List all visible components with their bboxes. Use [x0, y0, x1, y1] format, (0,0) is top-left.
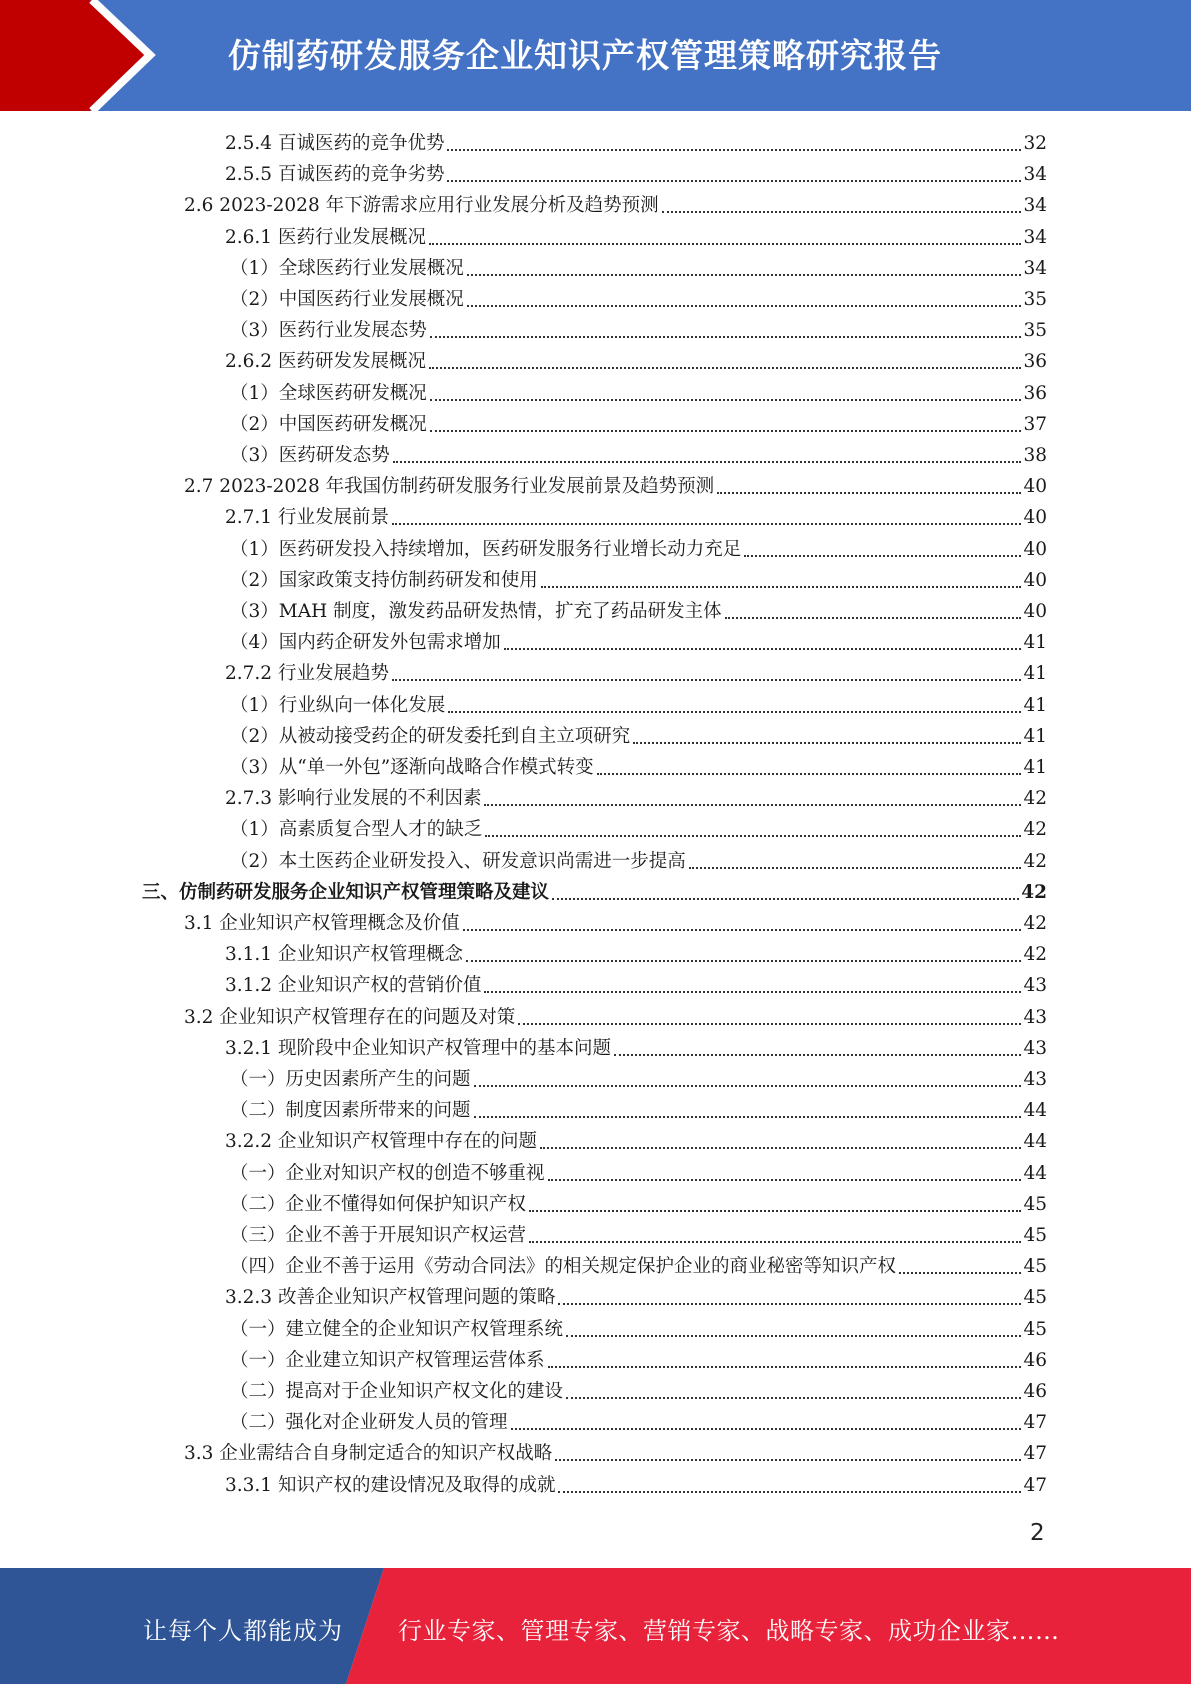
- toc-entry[interactable]: [230, 1156, 1047, 1187]
- toc-entry-page: 43: [1023, 1069, 1047, 1090]
- toc-entry[interactable]: [225, 937, 1047, 968]
- toc-entry-page: 42: [1023, 819, 1047, 841]
- toc-entry[interactable]: [230, 844, 1047, 875]
- toc-leader-dots: [597, 773, 1022, 775]
- toc-entry[interactable]: [184, 1436, 1047, 1467]
- toc-entry[interactable]: [230, 1249, 1047, 1280]
- toc-leader-dots: [430, 399, 1022, 401]
- toc-entry-title: （四）企业不善于运用《劳动合同法》的相关规定保护企业的商业秘密等知识产权: [230, 1256, 897, 1278]
- toc-entry[interactable]: [225, 781, 1047, 812]
- toc-leader-dots: [484, 804, 1021, 806]
- toc-entry-title: 3.1 企业知识产权管理概念及价值: [184, 913, 460, 934]
- toc-entry-page: 42: [1023, 944, 1047, 966]
- toc-entry[interactable]: [230, 438, 1047, 469]
- toc-entry-page: 41: [1023, 663, 1047, 685]
- toc-entry-title: （一）历史因素所产生的问题: [230, 1069, 471, 1090]
- toc-entry-page: 41: [1023, 757, 1047, 778]
- toc-leader-dots: [541, 586, 1022, 588]
- toc-entry[interactable]: [225, 1124, 1047, 1155]
- toc-entry-page: 44: [1023, 1131, 1047, 1153]
- toc-entry-page: 47: [1023, 1474, 1047, 1496]
- page-header: [0, 0, 1191, 111]
- toc-entry-page: 40: [1023, 538, 1047, 560]
- toc-entry-title: （3）从“单一外包”逐渐向战略合作模式转变: [230, 757, 594, 778]
- toc-entry-page: 44: [1023, 1100, 1047, 1122]
- toc-entry-title: 2.5.5 百诚医药的竞争劣势: [225, 164, 445, 186]
- toc-entry-title: （三）企业不善于开展知识产权运营: [230, 1225, 527, 1246]
- toc-entry-title: （2）国家政策支持仿制药研发和使用: [230, 569, 538, 591]
- toc-entry-title: （二）强化对企业研发人员的管理: [230, 1412, 508, 1434]
- toc-leader-dots: [392, 523, 1021, 525]
- toc-entry-page: 40: [1023, 507, 1047, 529]
- toc-entry-page: 43: [1023, 975, 1047, 997]
- toc-entry[interactable]: [230, 313, 1047, 344]
- toc-entry-page: 40: [1023, 476, 1047, 498]
- toc-entry[interactable]: [230, 1405, 1047, 1436]
- toc-entry[interactable]: [225, 157, 1047, 188]
- toc-entry-page: 40: [1023, 601, 1047, 622]
- toc-entry-title: （1）全球医药行业发展概况: [230, 257, 464, 279]
- toc-entry-title: （2）中国医药研发概况: [230, 413, 427, 435]
- toc-entry[interactable]: [184, 906, 1047, 937]
- footer-slogan-left: 让每个人都能成为: [143, 1617, 343, 1645]
- toc-entry[interactable]: [230, 251, 1047, 282]
- toc-entry-page: 34: [1023, 257, 1047, 279]
- toc-entry-title: （3）MAH 制度，激发药品研发热情，扩充了药品研发主体: [230, 601, 722, 622]
- toc-entry-title: 2.7.3 影响行业发展的不利因素: [225, 788, 482, 810]
- toc-entry-page: 36: [1023, 351, 1047, 373]
- toc-leader-dots: [566, 1335, 1021, 1337]
- toc-leader-dots: [717, 492, 1021, 494]
- toc-entry-title: 2.6.1 医药行业发展概况: [225, 226, 426, 248]
- toc-entry-title: 2.6 2023-2028 年下游需求应用行业发展分析及趋势预测: [184, 195, 659, 217]
- toc-entry-page: 42: [1023, 913, 1047, 934]
- toc-entry[interactable]: [225, 1280, 1047, 1311]
- toc-entry-title: （4）国内药企研发外包需求增加: [230, 632, 501, 654]
- toc-entry-title: （二）企业不懂得如何保护知识产权: [230, 1193, 527, 1215]
- toc-entry-title: 3.2 企业知识产权管理存在的问题及对策: [184, 1006, 516, 1028]
- toc-leader-dots: [725, 617, 1022, 619]
- toc-entry[interactable]: [230, 532, 1047, 563]
- toc-leader-dots: [518, 1023, 1021, 1025]
- toc-leader-dots: [899, 1272, 1021, 1274]
- toc-entry-title: 3.3 企业需结合自身制定适合的知识产权战略: [184, 1443, 553, 1465]
- toc-entry-page: 40: [1023, 569, 1047, 591]
- toc-entry-page: 42: [1021, 881, 1047, 903]
- toc-entry-page: 45: [1023, 1318, 1047, 1340]
- toc-entry-page: 41: [1023, 632, 1047, 654]
- toc-entry[interactable]: [230, 812, 1047, 843]
- toc-entry[interactable]: [230, 688, 1047, 719]
- toc-entry-title: （一）企业对知识产权的创造不够重视: [230, 1162, 545, 1184]
- toc-entry[interactable]: [230, 1062, 1047, 1093]
- toc-leader-dots: [744, 555, 1021, 557]
- toc-leader-dots: [429, 243, 1021, 245]
- toc-entry[interactable]: [230, 594, 1047, 625]
- toc-leader-dots: [466, 960, 1021, 962]
- toc-leader-dots: [430, 430, 1022, 432]
- toc-entry-title: 2.7.2 行业发展趋势: [225, 663, 389, 685]
- toc-entry[interactable]: [225, 220, 1047, 251]
- toc-entry-title: 2.6.2 医药研发发展概况: [225, 351, 426, 373]
- toc-entry-title: （1）高素质复合型人才的缺乏: [230, 819, 483, 841]
- toc-entry-title: 三、仿制药研发服务企业知识产权管理策略及建议: [142, 881, 550, 903]
- toc-entry-page: 42: [1023, 850, 1047, 872]
- toc-entry-page: 43: [1023, 1006, 1047, 1028]
- page-number: 2: [1030, 1520, 1045, 1546]
- toc-entry-page: 34: [1023, 164, 1047, 186]
- toc-entry[interactable]: [230, 407, 1047, 438]
- toc-entry-title: 2.7.1 行业发展前景: [225, 507, 389, 529]
- toc-entry[interactable]: [230, 376, 1047, 407]
- toc-entry-title: （一）企业建立知识产权管理运营体系: [230, 1349, 545, 1371]
- toc-entry-title: （3）医药研发态势: [230, 445, 390, 466]
- toc-entry-title: （2）本土医药企业研发投入、研发意识尚需进一步提高: [230, 850, 686, 872]
- toc-entry[interactable]: [225, 500, 1047, 531]
- toc-leader-dots: [474, 1116, 1022, 1118]
- toc-entry[interactable]: [142, 875, 1047, 906]
- toc-entry-title: 3.1.2 企业知识产权的营销价值: [225, 975, 482, 997]
- toc-entry-title: （3）医药行业发展态势: [230, 320, 427, 342]
- toc-leader-dots: [448, 711, 1021, 713]
- toc-entry[interactable]: [230, 282, 1047, 313]
- toc-entry-title: 3.1.1 企业知识产权管理概念: [225, 944, 463, 966]
- page-footer: [0, 1568, 1191, 1684]
- toc-entry-page: 45: [1023, 1256, 1047, 1278]
- toc-leader-dots: [552, 898, 1019, 900]
- toc-entry-page: 45: [1023, 1225, 1047, 1246]
- toc-entry-page: 37: [1023, 413, 1047, 435]
- toc-leader-dots: [393, 461, 1022, 463]
- toc-entry[interactable]: [184, 188, 1047, 219]
- toc-entry-title: 3.2.2 企业知识产权管理中存在的问题: [225, 1131, 537, 1153]
- toc-entry-page: 38: [1023, 445, 1047, 466]
- toc-entry-page: 47: [1023, 1412, 1047, 1434]
- toc-leader-dots: [614, 1054, 1021, 1056]
- toc-leader-dots: [504, 648, 1022, 650]
- toc-leader-dots: [540, 1147, 1021, 1149]
- footer-slogan-right: 行业专家、管理专家、营销专家、战略专家、成功企业家……: [398, 1617, 1060, 1645]
- toc-entry-page: 45: [1023, 1193, 1047, 1215]
- toc-leader-dots: [447, 149, 1021, 151]
- toc-entry-page: 35: [1023, 289, 1047, 310]
- toc-entry-page: 46: [1023, 1381, 1047, 1402]
- toc-entry-title: （一）建立健全的企业知识产权管理系统: [230, 1318, 564, 1340]
- toc-leader-dots: [392, 679, 1021, 681]
- toc-entry-title: 2.7 2023-2028 年我国仿制药研发服务行业发展前景及趋势预测: [184, 476, 715, 498]
- toc-entry[interactable]: [225, 344, 1047, 375]
- toc-leader-dots: [662, 211, 1022, 213]
- toc-leader-dots: [558, 1491, 1021, 1493]
- toc-entry[interactable]: [230, 563, 1047, 594]
- toc-entry[interactable]: [230, 1343, 1047, 1374]
- toc-leader-dots: [566, 1397, 1021, 1399]
- toc-entry[interactable]: [230, 1312, 1047, 1343]
- toc-entry[interactable]: [225, 126, 1047, 157]
- toc-entry-title: 3.3.1 知识产权的建设情况及取得的成就: [225, 1474, 556, 1496]
- toc-entry[interactable]: [230, 1218, 1047, 1249]
- toc-entry[interactable]: [230, 1374, 1047, 1405]
- toc-entry-title: （二）提高对于企业知识产权文化的建设: [230, 1381, 564, 1402]
- toc-entry-page: 42: [1023, 788, 1047, 810]
- toc-entry-title: （1）医药研发投入持续增加，医药研发服务行业增长动力充足: [230, 538, 742, 560]
- toc-leader-dots: [484, 991, 1021, 993]
- toc-entry-page: 46: [1023, 1349, 1047, 1371]
- toc-entry-title: （1）行业纵向一体化发展: [230, 694, 446, 716]
- toc-leader-dots: [467, 305, 1022, 307]
- toc-entry-title: （二）制度因素所带来的问题: [230, 1100, 471, 1122]
- toc-entry[interactable]: [184, 469, 1047, 500]
- toc-leader-dots: [633, 742, 1021, 744]
- report-title: 仿制药研发服务企业知识产权管理策略研究报告: [228, 36, 942, 75]
- toc-entry-page: 36: [1023, 382, 1047, 404]
- toc-leader-dots: [485, 835, 1021, 837]
- toc-leader-dots: [467, 274, 1022, 276]
- toc-leader-dots: [511, 1428, 1022, 1430]
- toc-leader-dots: [463, 929, 1022, 931]
- toc-leader-dots: [548, 1366, 1022, 1368]
- toc-entry[interactable]: [230, 719, 1047, 750]
- toc-entry[interactable]: [225, 968, 1047, 999]
- toc-entry-page: 41: [1023, 694, 1047, 716]
- toc-entry[interactable]: [230, 750, 1047, 781]
- toc-entry-title: 2.5.4 百诚医药的竞争优势: [225, 133, 445, 154]
- toc-entry[interactable]: [184, 1000, 1047, 1031]
- toc-entry[interactable]: [230, 1093, 1047, 1124]
- toc-entry-page: 32: [1023, 133, 1047, 154]
- toc-entry-title: （2）中国医药行业发展概况: [230, 289, 464, 310]
- toc-leader-dots: [529, 1210, 1021, 1212]
- toc-leader-dots: [529, 1241, 1021, 1243]
- toc-entry[interactable]: [225, 1468, 1047, 1499]
- toc-entry-title: （2）从被动接受药企的研发委托到自主立项研究: [230, 725, 631, 747]
- toc-leader-dots: [447, 180, 1021, 182]
- toc-entry-page: 45: [1023, 1287, 1047, 1309]
- toc-entry-title: （1）全球医药研发概况: [230, 382, 427, 404]
- toc-entry-title: 3.2.1 现阶段中企业知识产权管理中的基本问题: [225, 1037, 611, 1059]
- toc-entry-page: 34: [1023, 195, 1047, 217]
- toc-entry[interactable]: [230, 625, 1047, 656]
- toc-entry-page: 35: [1023, 320, 1047, 342]
- toc-leader-dots: [430, 336, 1022, 338]
- toc-entry-page: 44: [1023, 1162, 1047, 1184]
- toc-entry-page: 47: [1023, 1443, 1047, 1465]
- toc-entry[interactable]: [225, 1031, 1047, 1062]
- toc-entry[interactable]: [225, 656, 1047, 687]
- toc-leader-dots: [558, 1303, 1021, 1305]
- toc-leader-dots: [474, 1085, 1022, 1087]
- toc-leader-dots: [548, 1179, 1022, 1181]
- toc-entry-title: 3.2.3 改善企业知识产权管理问题的策略: [225, 1287, 556, 1309]
- toc-entry-page: 43: [1023, 1037, 1047, 1059]
- toc-entry-page: 34: [1023, 226, 1047, 248]
- toc-leader-dots: [429, 367, 1021, 369]
- toc-leader-dots: [555, 1459, 1021, 1461]
- toc-entry[interactable]: [230, 1187, 1047, 1218]
- toc-leader-dots: [689, 867, 1022, 869]
- toc-entry-page: 41: [1023, 725, 1047, 747]
